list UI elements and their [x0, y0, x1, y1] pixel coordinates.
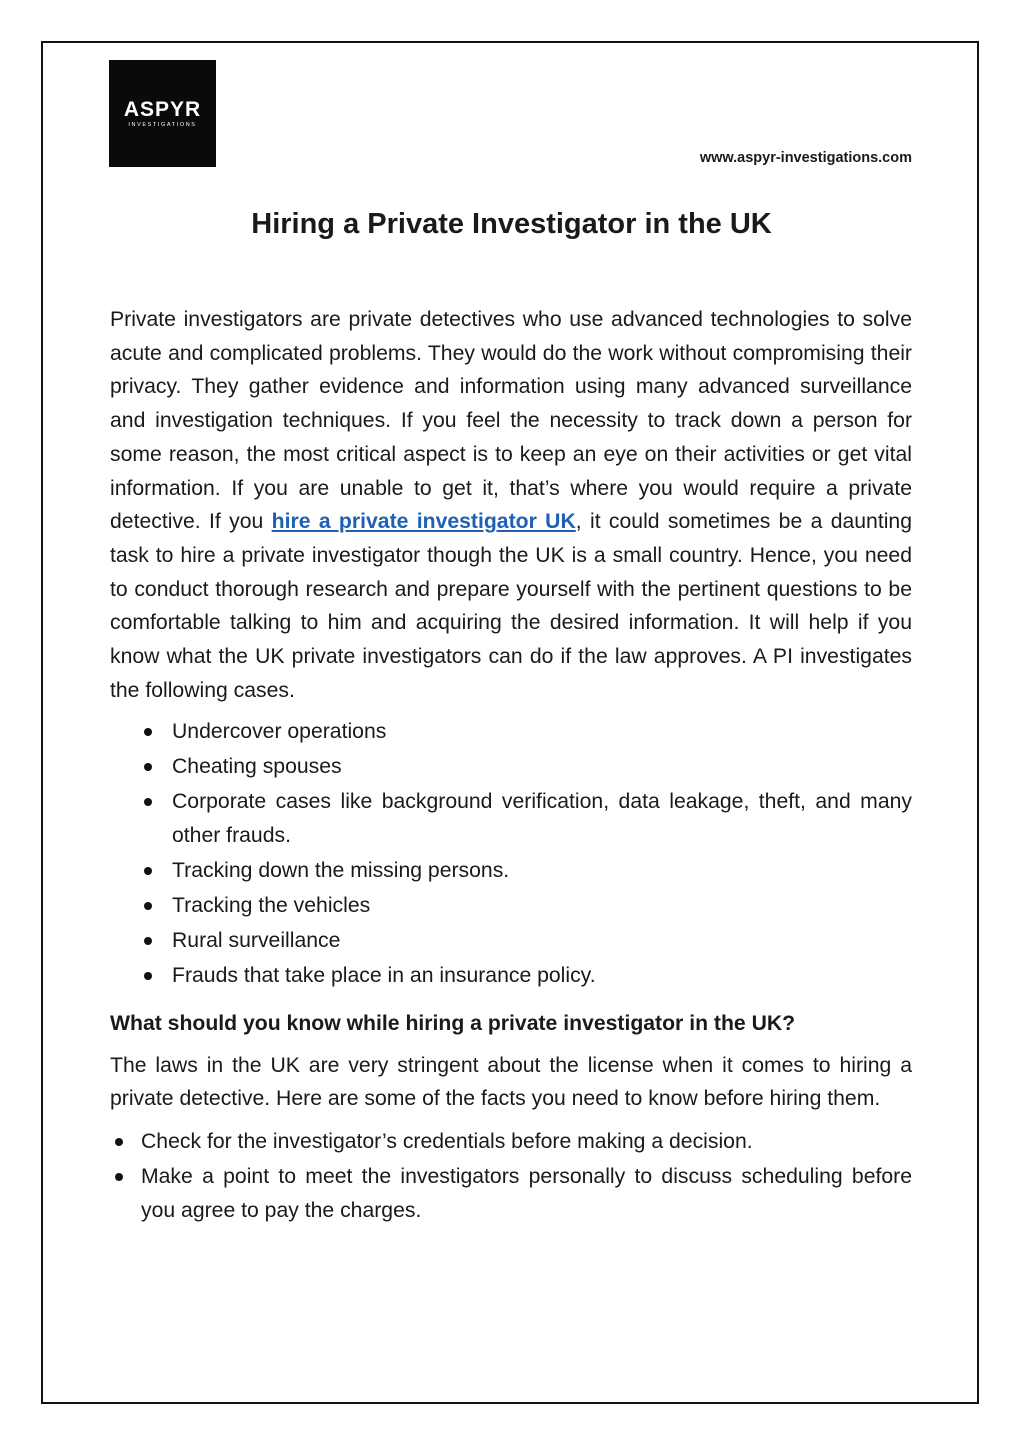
document-body	[110, 303, 912, 1229]
intro-text-before-link: Private investigators are private detectives who use advanced technologies to solve acute and complicated problems. They would do the work without compromising their privacy. They gather evidence and information using many advanced surveillance and investigation techniques. If you feel the necessity to track down a person for some reason, the most critical aspect is to keep an eye on their activities or get vital information. If you are unable to get it, that’s where you would require a private detective. If you	[110, 308, 912, 534]
facts-list	[110, 1125, 912, 1227]
hire-investigator-link[interactable]: hire a private investigator UK	[271, 510, 576, 534]
list-item: Tracking down the missing persons.	[172, 854, 912, 888]
cases-list	[110, 715, 912, 992]
intro-text-after-link: , it could sometimes be a daunting task to hire a private investigator though the UK is a small country. Hence, you need to conduct thorough research and prepare yourself with the pertinent questions to be comfortable talking to him and acquiring the desired information. It will help if you know what the UK private investigators can do if the law approves. A PI investigates the following cases.	[110, 510, 912, 702]
list-item: Frauds that take place in an insurance policy.	[172, 959, 912, 993]
document-title: Hiring a Private Investigator in the UK	[251, 208, 772, 240]
logo-main-text: ASPYR	[123, 97, 202, 121]
list-item: Tracking the vehicles	[172, 889, 912, 923]
list-item: Rural surveillance	[172, 924, 912, 958]
aspyr-logo	[109, 60, 216, 167]
list-item: Undercover operations	[172, 715, 912, 749]
logo-sub-text: INVESTIGATIONS	[128, 121, 197, 128]
section-heading: What should you know while hiring a private investigator in the UK?	[110, 1011, 796, 1035]
list-item: Check for the investigator’s credentials before making a decision.	[141, 1125, 912, 1159]
laws-paragraph: The laws in the UK are very stringent about the license when it comes to hiring a private detective. Here are some of the facts you need to know before hiring them.	[110, 1053, 912, 1111]
intro-paragraph	[110, 303, 912, 707]
website-url: www.aspyr-investigations.com	[699, 150, 912, 166]
list-item: Make a point to meet the investigators personally to discuss scheduling before you agree to pay the charges.	[141, 1160, 912, 1227]
list-item: Corporate cases like background verification, data leakage, theft, and many other frauds.	[172, 785, 912, 852]
list-item: Cheating spouses	[172, 750, 912, 784]
